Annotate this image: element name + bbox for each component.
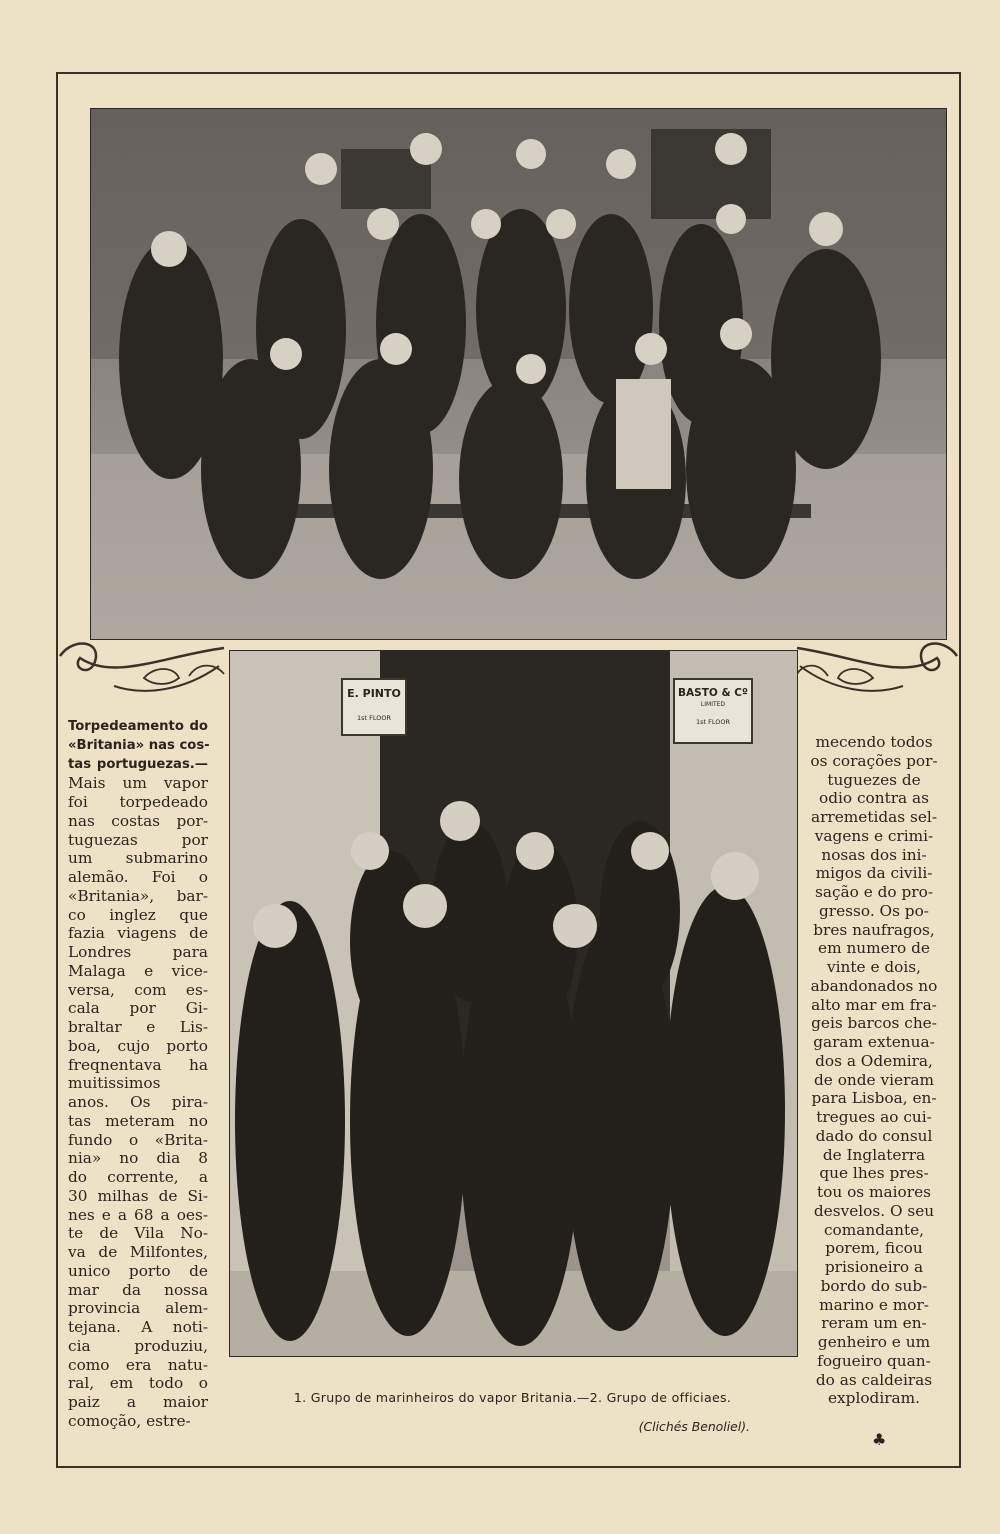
article-line: tuguezas por	[68, 830, 208, 849]
article-line: co inglez que	[68, 905, 208, 924]
article-line: desvelos. O seu	[813, 1201, 935, 1220]
article-line: como era natu-	[68, 1355, 208, 1374]
right-ornament	[795, 636, 963, 706]
article-line: comoção, estre-	[68, 1411, 191, 1430]
sign-basto-limited: LIMITED	[700, 701, 726, 708]
article-line: Mais um vapor	[68, 774, 208, 793]
article-line: fogueiro quan-	[817, 1351, 931, 1370]
article-line: unico porto de	[68, 1261, 208, 1280]
article-line: cia produziu,	[68, 1336, 208, 1355]
article-line: um submarino	[68, 849, 208, 868]
article-line: garam extenua-	[813, 1033, 935, 1051]
article-line: nes e a 68 a oes-	[68, 1205, 208, 1224]
article-line: odio contra as	[818, 789, 929, 808]
article-line: cala por Gi-	[68, 999, 208, 1018]
article-line: «Britania», bar-	[68, 886, 208, 905]
article-line: para Lisboa, en-	[811, 1089, 937, 1108]
article-line: alemão. Foi o	[68, 868, 208, 886]
sign-e-pinto	[344, 681, 404, 722]
article-left-column	[68, 718, 208, 1431]
article-line: arremetidas sel-	[811, 808, 937, 826]
photo-officers-group	[229, 650, 798, 1357]
article-line: migos da civili-	[815, 864, 933, 883]
sign-basto-text: BASTO & Cº	[678, 687, 748, 699]
article-line: anos. Os pira-	[68, 1093, 208, 1111]
article-line: tuguezes de	[827, 770, 921, 789]
article-line: te de Vila No-	[68, 1224, 208, 1243]
article-line: fundo o «Brita-	[68, 1130, 208, 1149]
article-line: Londres para	[68, 943, 208, 961]
article-line: foi torpedeado	[68, 793, 208, 811]
article-line: alto mar em fra-	[811, 995, 937, 1014]
article-line: freqnentava ha	[68, 1055, 208, 1074]
article-line: provincia alem-	[68, 1299, 208, 1318]
article-line: geis barcos che-	[811, 1014, 937, 1033]
article-line: muitissimos	[68, 1074, 161, 1093]
article-line: versa, com es-	[68, 980, 208, 999]
article-line: bres naufragos,	[813, 920, 935, 939]
article-line: de onde vieram	[814, 1070, 934, 1089]
left-ornament	[54, 636, 232, 706]
photo-caption: 1. Grupo de marinheiros do vapor Britania.—2. Grupo de officiaes.	[293, 1390, 732, 1405]
end-mark-club-icon: ♣	[872, 1430, 887, 1449]
article-line: dos a Odemira,	[815, 1051, 933, 1070]
article-line: Malaga e vice-	[68, 961, 208, 980]
article-line: mecendo todos	[815, 733, 933, 751]
article-line: reram um en-	[821, 1314, 927, 1333]
article-line: vinte e dois,	[827, 958, 921, 976]
article-line: nia» no dia 8	[68, 1149, 208, 1168]
article-line: tregues ao cui-	[816, 1108, 932, 1126]
article-line: porem, ficou	[825, 1239, 923, 1258]
article-line: vagens e crimi-	[814, 826, 934, 845]
article-line: nosas dos ini-	[821, 845, 927, 864]
article-line: que lhes pres-	[819, 1164, 929, 1183]
sign-e-pinto-text: E. PINTO	[347, 687, 401, 700]
article-line: Torpedeamento do	[68, 719, 208, 734]
article-line: tas portuguezas.—	[68, 756, 208, 772]
article-line: abandonados no	[810, 976, 938, 995]
sign-e-pinto-floor: 1st FLOOR	[356, 714, 391, 722]
article-line: tejana. A noti-	[68, 1318, 208, 1336]
article-line: gresso. Os po-	[819, 901, 929, 920]
article-line: genheiro e um	[817, 1333, 931, 1351]
article-line: fazia viagens de	[68, 924, 208, 943]
article-line: «Britania» nas cos-	[68, 737, 210, 753]
article-line: ral, em todo o	[68, 1374, 208, 1393]
photo-sailors-group	[90, 108, 947, 640]
article-line: do as caldeiras	[815, 1370, 933, 1389]
article-line: os corações por-	[810, 751, 938, 770]
article-line: de Inglaterra	[822, 1145, 926, 1164]
article-line: boa, cujo porto	[68, 1036, 208, 1055]
article-line: prisioneiro a	[824, 1258, 924, 1276]
article-line: mar da nossa	[68, 1280, 208, 1299]
article-line: braltar e Lis-	[68, 1018, 208, 1036]
article-line: explodiram.	[827, 1389, 921, 1408]
article-line: va de Milfontes,	[68, 1243, 208, 1261]
article-line: em numero de	[818, 939, 930, 958]
article-line: tas meteram no	[68, 1111, 208, 1130]
article-line: dado do consul	[815, 1126, 933, 1145]
article-line: do corrente, a	[68, 1168, 208, 1186]
article-line: tou os maiores	[817, 1183, 931, 1201]
article-line: nas costas por-	[68, 811, 208, 830]
article-line: sação e do pro-	[815, 883, 933, 901]
article-line: paiz a maior	[68, 1393, 208, 1411]
sign-basto-floor: 1st FLOOR	[695, 718, 730, 726]
article-right-column	[798, 733, 950, 1408]
sign-basto	[676, 681, 750, 726]
photo-credit: (Clichés Benoliel).	[638, 1419, 750, 1434]
article-line: bordo do sub-	[820, 1276, 928, 1295]
article-line: comandante,	[823, 1220, 925, 1239]
article-line: marino e mor-	[819, 1295, 929, 1314]
article-line: 30 milhas de Si-	[68, 1186, 208, 1205]
sailors-photo-illustration	[91, 109, 946, 639]
officers-photo-illustration	[230, 651, 797, 1356]
